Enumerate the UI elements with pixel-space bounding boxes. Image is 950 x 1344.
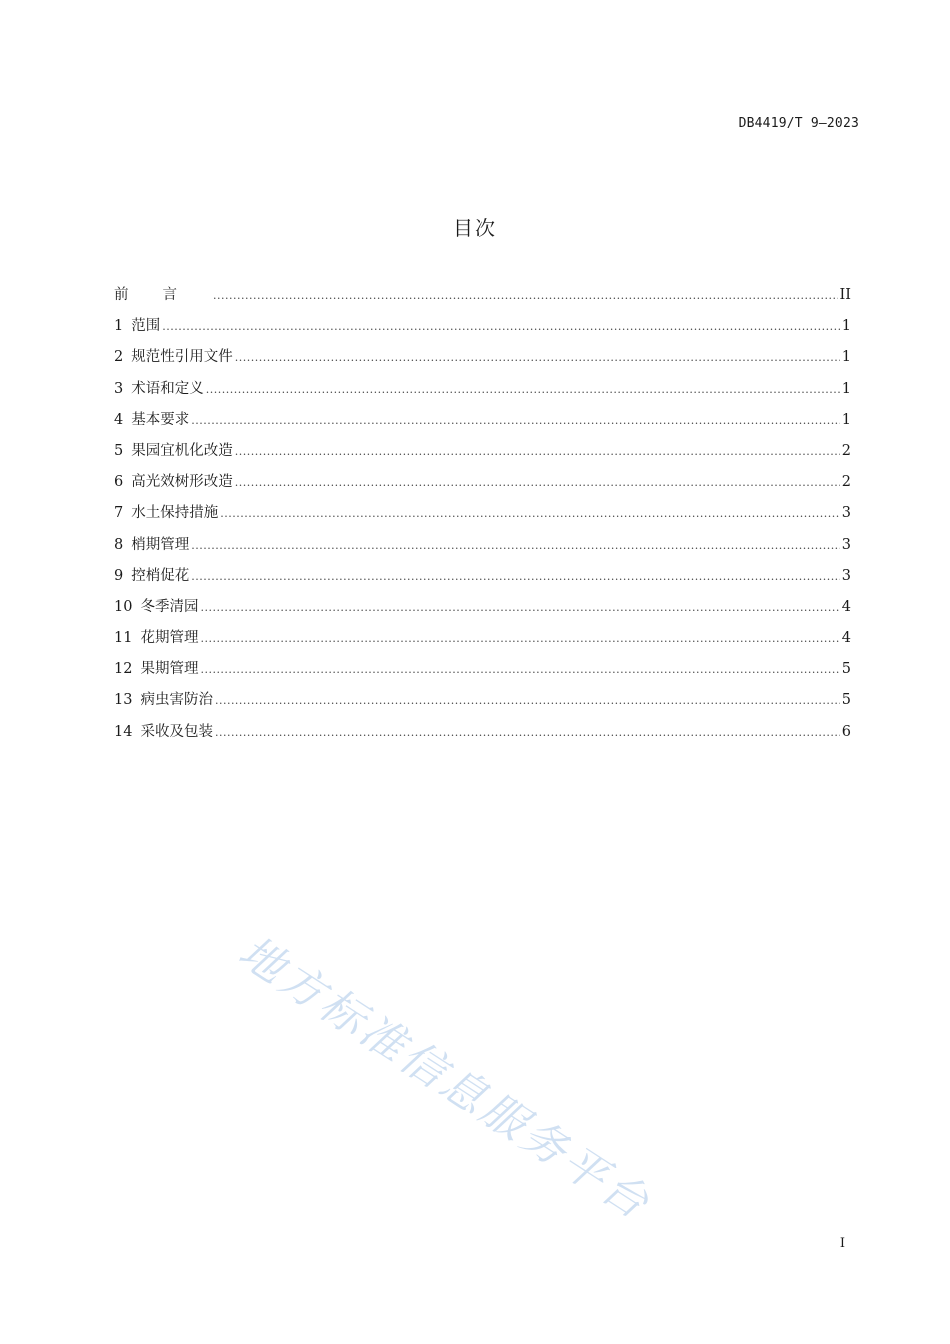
toc-leader-dots: [200, 632, 839, 645]
toc-entry-text: 术语和定义: [131, 380, 204, 397]
toc-entry-text: 采收及包装: [140, 723, 213, 740]
toc-entry[interactable]: [114, 345, 851, 376]
toc-entry-page: 1: [841, 349, 851, 366]
toc-entry-page: 5: [841, 692, 851, 709]
toc-entry-number: 8: [114, 536, 124, 553]
toc-leader-dots: [213, 289, 838, 302]
document-code: DB4419/T 9—2023: [738, 116, 859, 131]
toc-entry-number: 1: [114, 318, 124, 335]
toc-entry[interactable]: [114, 626, 851, 657]
toc-entry-label: [114, 533, 189, 554]
toc-leader-dots: [191, 539, 840, 552]
toc-entry[interactable]: [114, 377, 851, 408]
toc-entry-number: 12: [114, 661, 133, 678]
toc-entry-page: 4: [841, 598, 851, 615]
toc-entry-number: 3: [114, 380, 124, 397]
toc-entry-page: 3: [841, 505, 851, 522]
toc-entry[interactable]: [114, 501, 851, 532]
toc-entry-number: 4: [114, 411, 124, 428]
toc-entry-label: [114, 439, 233, 460]
toc-entry[interactable]: [114, 314, 851, 345]
toc-entry-page: 1: [841, 318, 851, 335]
toc-entry-label: [114, 688, 213, 709]
toc-entry-page: 2: [841, 442, 851, 459]
toc-leader-dots: [162, 320, 840, 333]
toc-entry-page: 1: [841, 380, 851, 397]
toc-entry-label: [114, 377, 204, 398]
toc-entry-label: [114, 720, 213, 741]
toc-entry-text: 规范性引用文件: [131, 349, 233, 366]
toc-entry-text: 果园宜机化改造: [131, 442, 233, 459]
toc-leader-dots: [235, 351, 840, 364]
toc-entry-text: 水土保持措施: [131, 505, 219, 522]
toc-entry-label: [114, 408, 189, 429]
toc-leader-dots: [191, 414, 840, 427]
toc-entry-number: 10: [114, 598, 133, 615]
toc-entry-preface[interactable]: [114, 283, 851, 314]
toc-entry-number: 6: [114, 474, 124, 491]
toc-entry-text: 梢期管理: [131, 536, 190, 553]
toc-leader-dots: [200, 663, 839, 676]
toc-leader-dots: [215, 694, 840, 707]
toc-entry-label: [114, 470, 233, 491]
toc-entry-label: 前言: [114, 287, 211, 303]
toc-entry[interactable]: [114, 470, 851, 501]
toc-entry-label: [114, 345, 233, 366]
toc-leader-dots: [191, 570, 840, 583]
toc-entry-number: 9: [114, 567, 124, 584]
page-title: 目次: [453, 216, 497, 240]
table-of-contents: [114, 283, 851, 751]
toc-entry-text: 病虫害防治: [140, 692, 213, 709]
toc-leader-dots: [200, 601, 839, 614]
toc-entry[interactable]: [114, 657, 851, 688]
toc-entry-text: 高光效树形改造: [131, 474, 233, 491]
toc-entry-page: II: [839, 287, 851, 303]
toc-entry-page: 5: [841, 661, 851, 678]
toc-entry-text: 控梢促花: [131, 567, 190, 584]
toc-entry-page: 3: [841, 567, 851, 584]
toc-entry[interactable]: [114, 688, 851, 719]
toc-entry-page: 6: [841, 723, 851, 740]
toc-entry-label: [114, 626, 198, 647]
toc-entry-number: 14: [114, 723, 133, 740]
toc-entry-text: 基本要求: [131, 411, 190, 428]
toc-leader-dots: [215, 726, 840, 739]
toc-leader-dots: [235, 476, 840, 489]
toc-leader-dots: [220, 507, 840, 520]
toc-entry[interactable]: [114, 564, 851, 595]
toc-entry-number: 7: [114, 505, 124, 522]
toc-entry-page: 1: [841, 411, 851, 428]
toc-entry-number: 5: [114, 442, 124, 459]
toc-leader-dots: [206, 383, 840, 396]
toc-entry-label: [114, 314, 160, 335]
toc-entry-number: 11: [114, 630, 133, 647]
toc-entry[interactable]: [114, 533, 851, 564]
toc-entry-page: 3: [841, 536, 851, 553]
toc-entry-number: 13: [114, 692, 133, 709]
toc-entry[interactable]: [114, 408, 851, 439]
toc-entry-text: 范围: [131, 318, 161, 335]
toc-entry-text: 花期管理: [140, 630, 199, 647]
toc-entry-text: 果期管理: [140, 661, 199, 678]
toc-entry-number: 2: [114, 349, 124, 366]
toc-leader-dots: [235, 445, 840, 458]
toc-entry[interactable]: [114, 439, 851, 470]
toc-entry-label: [114, 595, 198, 616]
toc-entry[interactable]: [114, 595, 851, 626]
watermark: 地方标准信息服务平台: [229, 926, 660, 1231]
toc-entry-label: [114, 564, 189, 585]
toc-entry-page: 2: [841, 474, 851, 491]
toc-entry-label: [114, 501, 218, 522]
toc-entry[interactable]: [114, 720, 851, 751]
toc-entry-text: 冬季清园: [140, 598, 199, 615]
page-number: I: [839, 1236, 845, 1251]
toc-entry-page: 4: [841, 630, 851, 647]
toc-entry-label: [114, 657, 198, 678]
